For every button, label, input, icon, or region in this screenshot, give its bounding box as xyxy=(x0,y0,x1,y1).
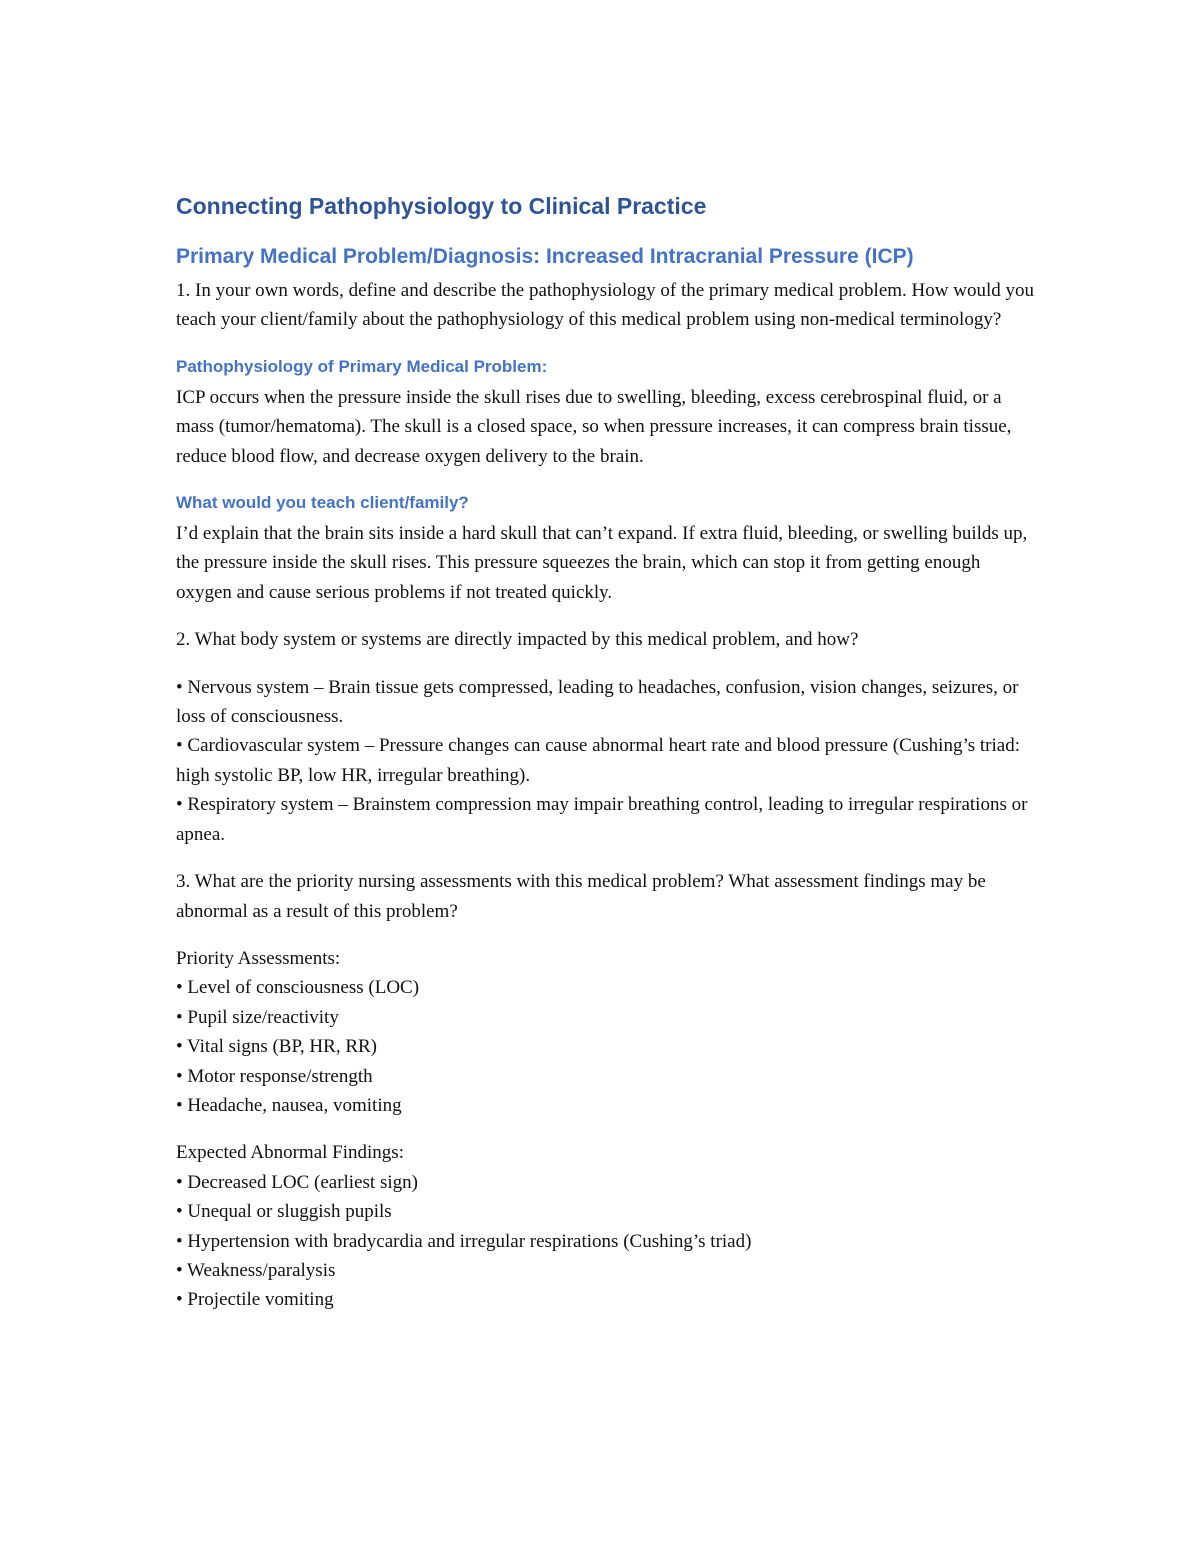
diagnosis-heading: Primary Medical Problem/Diagnosis: Increased Intracranial Pressure (ICP) xyxy=(176,245,914,268)
question-3: 3. What are the priority nursing assessments with this medical problem? What assessment findings may be abnormal as a result of this problem? xyxy=(176,871,986,922)
list-item: • Nervous system – Brain tissue gets compressed, leading to headaches, confusion, vision changes, seizures, or loss of consciousness. xyxy=(176,676,1019,728)
list-item: • Respiratory system – Brainstem compression may impair breathing control, leading to irregular respirations or apnea. xyxy=(176,794,1028,845)
list-item: • Pupil size/reactivity xyxy=(176,1006,339,1028)
systems-list xyxy=(176,673,1036,849)
document-title: Connecting Pathophysiology to Clinical Practice xyxy=(176,193,707,219)
abnormal-findings-list xyxy=(176,1168,1036,1315)
list-item: • Motor response/strength xyxy=(176,1065,373,1087)
pathophysiology-text: ICP occurs when the pressure inside the skull rises due to swelling, bleeding, excess cerebrospinal fluid, or a mass (tumor/hematoma). The skull is a closed space, so when pressure increases, it can compress brain tissue, reduce blood flow, and decrease oxygen delivery to the brain. xyxy=(176,386,1012,467)
list-item: • Decreased LOC (earliest sign) xyxy=(176,1171,418,1193)
list-item: • Unequal or sluggish pupils xyxy=(176,1201,392,1223)
priority-assessments-title: Priority Assessments: xyxy=(176,947,341,969)
list-item: • Headache, nausea, vomiting xyxy=(176,1094,402,1116)
list-item: • Weakness/paralysis xyxy=(176,1259,336,1281)
list-item: • Vital signs (BP, HR, RR) xyxy=(176,1036,378,1058)
question-1: 1. In your own words, define and describe the pathophysiology of the primary medical problem. How would you teach your client/family about the pathophysiology of this medical problem using non-medical terminology? xyxy=(176,280,1034,331)
list-item: • Projectile vomiting xyxy=(176,1289,334,1311)
list-item: • Hypertension with bradycardia and irregular respirations (Cushing’s triad) xyxy=(176,1230,752,1252)
teaching-text: I’d explain that the brain sits inside a hard skull that can’t expand. If extra fluid, bleeding, or swelling builds up, the pressure inside the skull rises. This pressure squeezes the brain, which can stop it from getting enough oxygen and cause serious problems if not treated quickly. xyxy=(176,523,1028,603)
question-2: 2. What body system or systems are directly impacted by this medical problem, and how? xyxy=(176,629,859,651)
teaching-heading: What would you teach client/family? xyxy=(176,493,469,513)
pathophysiology-heading: Pathophysiology of Primary Medical Problem: xyxy=(176,356,548,376)
list-item: • Cardiovascular system – Pressure changes can cause abnormal heart rate and blood pressure (Cushing’s triad: high systolic BP, low HR, irregular breathing). xyxy=(176,735,1020,786)
list-item: • Level of consciousness (LOC) xyxy=(176,977,420,999)
abnormal-findings-title: Expected Abnormal Findings: xyxy=(176,1142,404,1164)
document-body xyxy=(176,190,1036,1333)
priority-assessments-list xyxy=(176,973,1036,1120)
